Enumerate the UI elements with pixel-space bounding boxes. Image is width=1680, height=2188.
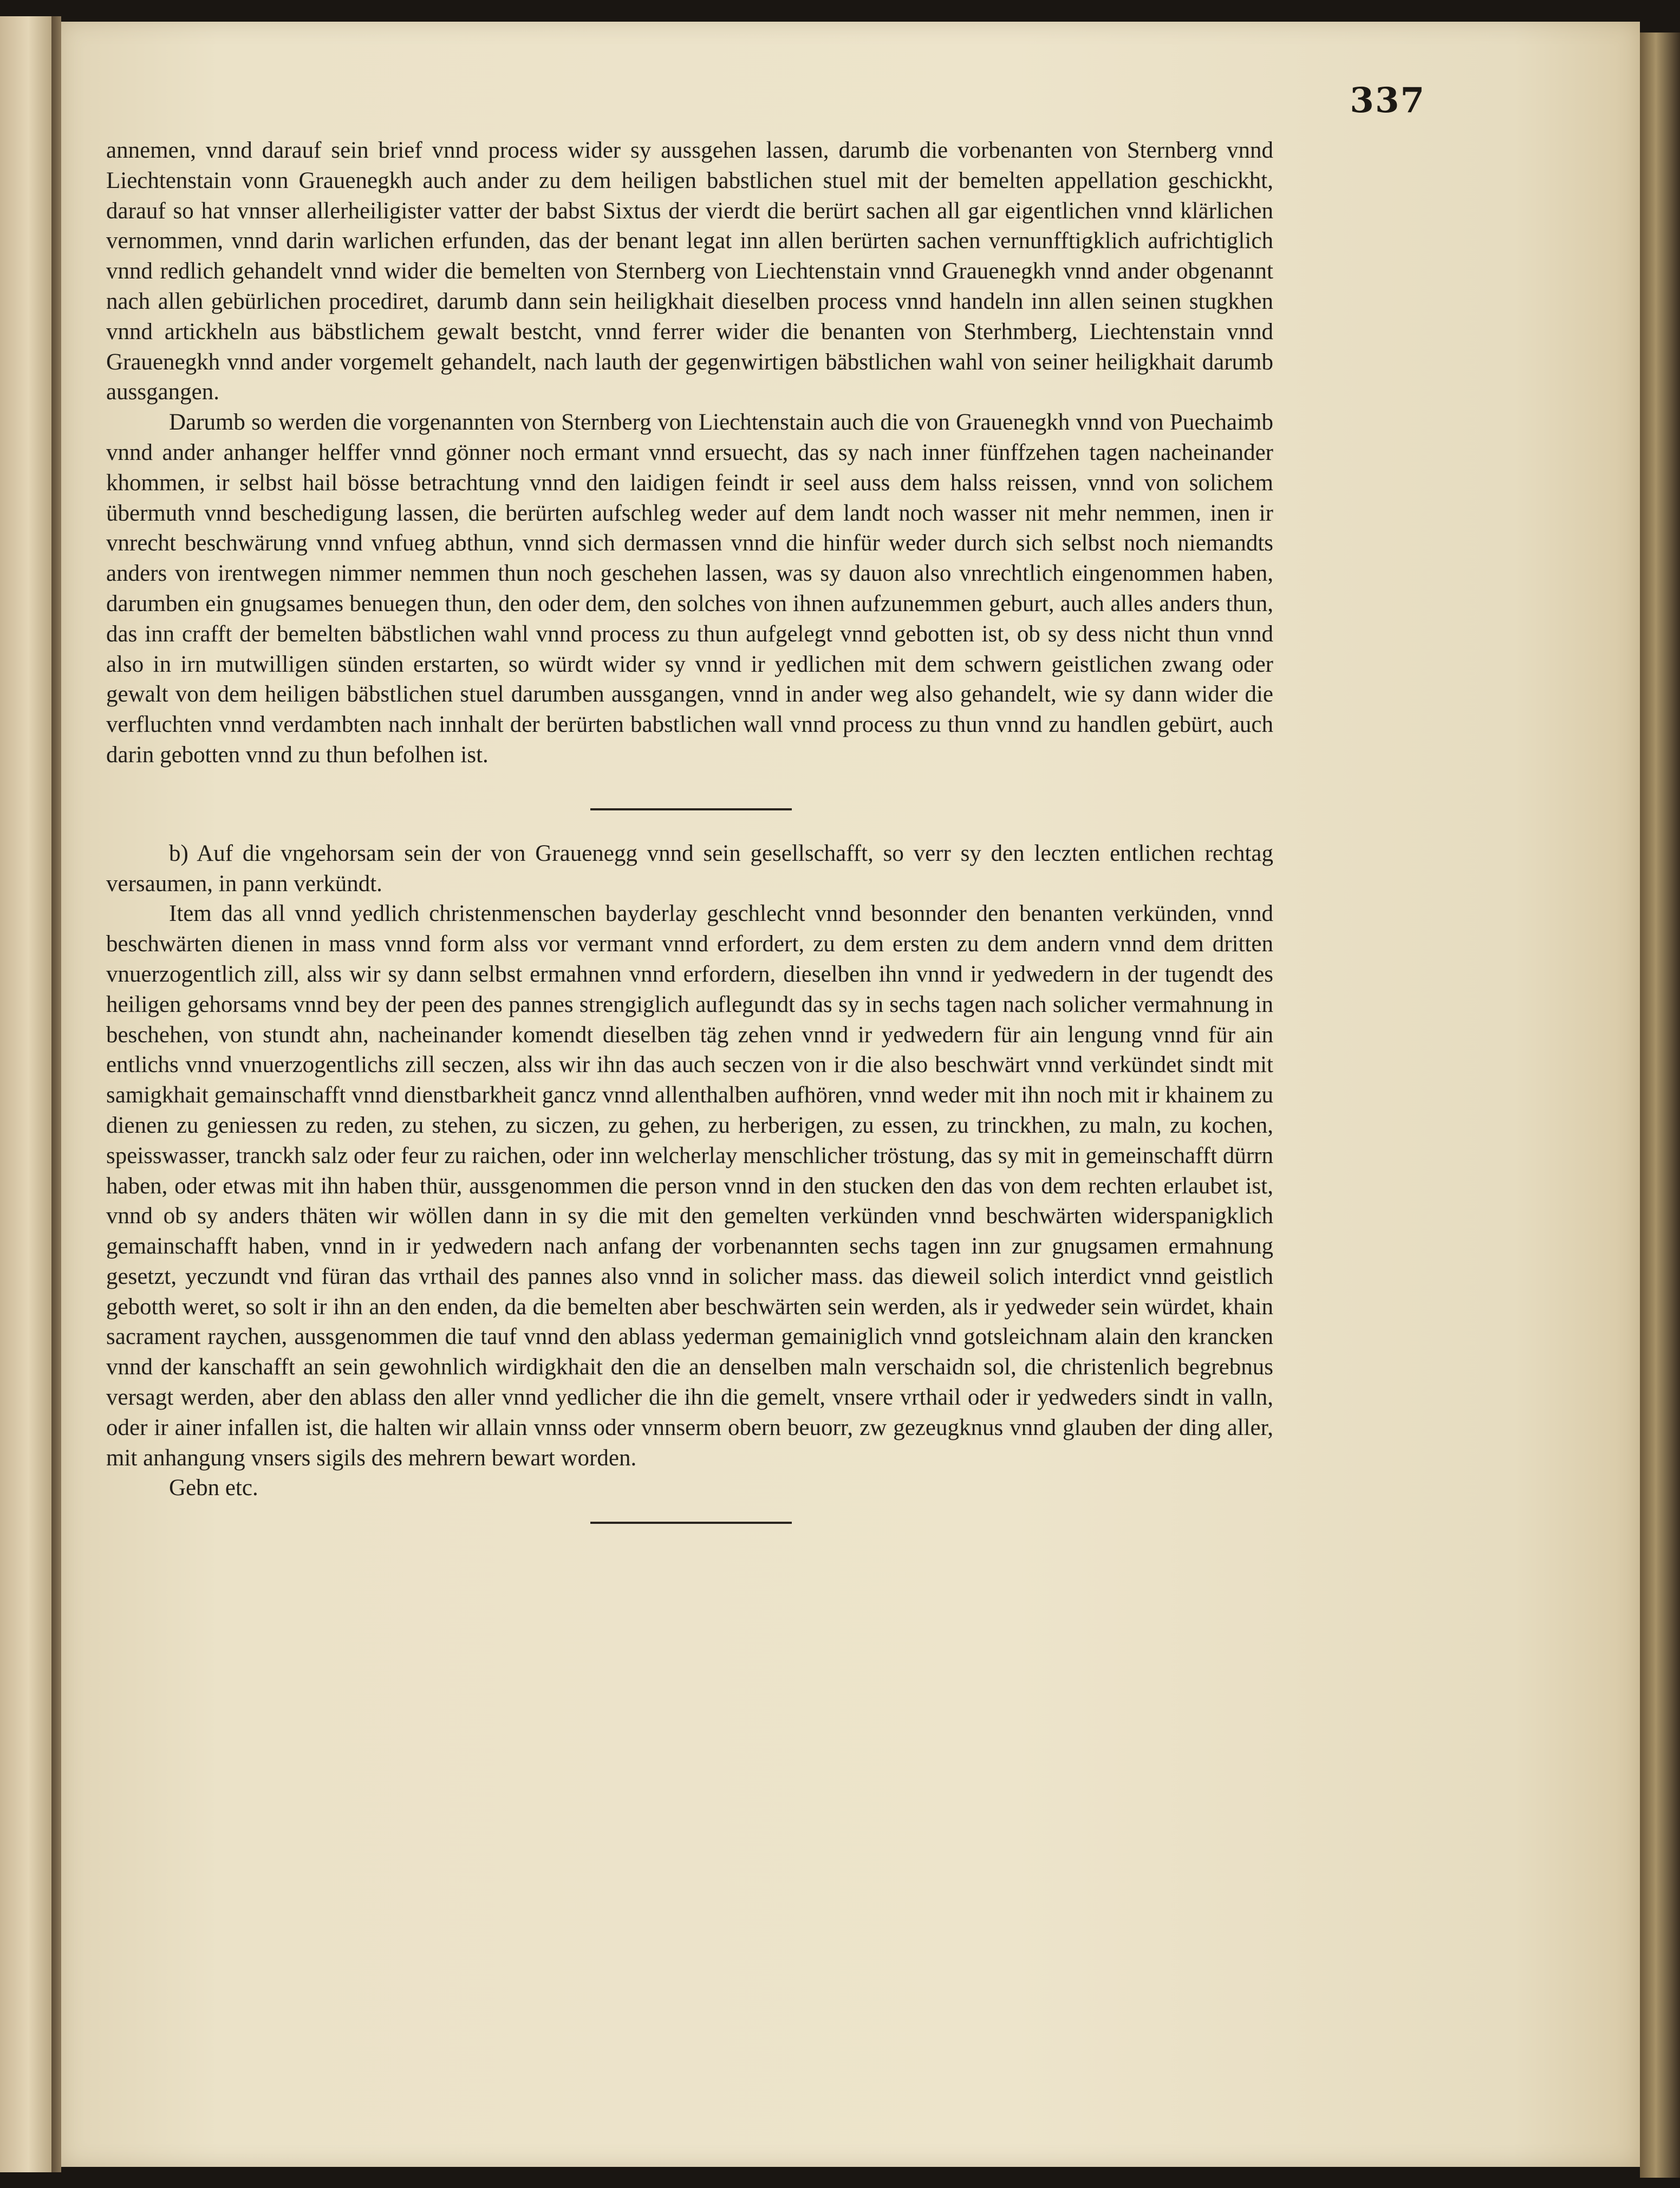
end-divider <box>590 1522 792 1524</box>
section-heading-b: b) Auf die vngehorsam sein der von Grauenegg vnnd sein gesellschafft, so verr sy den leczten entlichen rechtag versaumen, in pann verkündt. <box>106 840 1273 897</box>
closing-formula: Gebn etc. <box>169 1475 258 1501</box>
page-number: 337 <box>1350 80 1425 121</box>
paragraph-darumb: Darumb so werden die vorgenannten von Sternberg von Liechtenstain auch die von Grauenegkh vnnd von Puechaimb vnnd ander anhanger helffer vnnd gönner noch ermant vnnd ersuecht, das sy nach inner fünffzehen tagen nacheinander khommen, ir selbst hail bösse betrachtung vnnd den laidigen feindt ir seel auss dem halss reissen, vnnd von solichem übermuth vnnd beschedigung lassen, die berürten aufschleg weder auf dem landt noch wasser nit mehr nemmen, inen ir vnrecht beschwärung vnnd vnfueg abthun, vnnd sich dermassen vnnd die hinfür weder durch sich selbst noch niemandts anders von irentwegen nimmer nemmen thun noch geschehen lassen, was sy dauon also vnrechtlich eingenommen haben, darumben ein gnugsames benuegen thun, den oder dem, den solches von ihnen aufzunemmen geburt, auch alles anders thun, das inn crafft der bemelten bäbstlichen wahl vnnd process zu thun aufgelegt vnnd gebotten ist, ob sy dess nicht thun vnnd also in irn mutwilligen sünden erstarten, so würdt wider sy vnnd ir yedlichen mit dem schwern geistlichen zwang oder gewalt von dem heiligen bäbstlichen stuel darumben aussgangen, vnnd in ander weg also gehandelt, wie sy dann wider die verfluchten vnnd verdambten nach innhalt der berürten babstlichen wall vnnd process zu thun vnnd zu handlen gebürt, auch darin gebotten vnnd zu thun befolhen ist. <box>106 410 1273 768</box>
facing-page-edge <box>0 16 51 2172</box>
body-text <box>106 135 1273 1524</box>
paragraph-item: Item das all vnnd yedlich christenmenschen bayderlay geschlecht vnnd besonnder den benanten verkünden, vnnd beschwärten dienen in mass vnnd form alss vor vermant vnnd erfordert, zu dem ersten zu dem andern vnnd dem dritten vnuerzogentlich zill, alss wir sy dann selbst ermahnen vnnd erfordern, dieselben ihn vnnd ir yedwedern in der tugendt des heiligen gehorsams vnnd bey der peen des pannes strengiglich auflegundt das sy in sechs tagen nach solicher vermahnung in beschehen, von stundt ahn, nacheinander komendt dieselben täg zehen vnnd ir yedwedern für ain lengung vnnd für ain entlichs vnnd vnuerzogentlichs zill seczen, alss wir ihn das auch seczen von ir die also beschwärt vnnd verkündet sindt mit samigkhait gemainschafft vnnd dienstbarkheit gancz vnnd allenthalben aufhören, vnnd weder mit ihn noch mit ir khainem zu dienen zu geniessen zu reden, zu stehen, zu siczen, zu gehen, zu herberigen, zu essen, zu trinckhen, zu maln, zu kochen, speisswasser, tranckh salz oder feur zu raichen, oder inn welcherlay menschlicher tröstung, das sy mit in gemeinschafft dürrn haben, oder etwas mit ihn haben thür, aussgenommen die person vnnd in den stucken den das von dem rechten erlaubet ist, vnnd ob sy anders thäten wir wöllen dann in sy die mit den gemelten verkünden vnnd beschwärten widerspanigklich gemainschafft haben, vnnd in ir yedwedern nach anfang der vorbenannten sechs tagen inn zur gnugsamen ermahnung gesetzt, yeczundt vnd füran das vrthail des pannes also vnnd in solicher mass. das dieweil solich interdict vnnd geistlich gebotth weret, so solt ir ihn an den enden, da die bemelten aber beschwärten sein werden, als ir yedweder sein würdet, khain sacrament raychen, aussgenommen die tauf vnnd den ablass yederman gemainiglich vnnd gotsleichnam alain den krancken vnnd der kanschafft an sein gewohnlich wirdigkhait den die an denselben maln verschaidn sol, die christenlich begrebnus versagt werden, aber den ablass den aller vnnd yedlicher die ihn die gemelt, vnsere vrthail oder ir yedweders sindt in valln, oder ir ainer infallen ist, die halten wir allain vnnss oder vnnserm obern beuorr, zw gezeugknus vnnd glauben der ding aller, mit anhangung vnsers sigils des mehrern bewart worden. <box>106 901 1273 1471</box>
section-divider <box>590 808 792 810</box>
paragraph-continuation: annemen, vnnd darauf sein brief vnnd process wider sy aussgehen lassen, darumb die vorbenanten von Sternberg vnnd Liechtenstain vonn Grauenegkh auch ander zu dem heiligen babstlichen stuel mit der bemelten appellation geschickht, darauf so hat vnnser allerheiligister vatter der babst Sixtus der vierdt die berürt sachen all gar eigentlichen vnnd klärlichen vernommen, vnnd darin warlichen erfunden, das der benant legat inn allen berürten sachen vernunfftigklich aufrichtiglich vnnd redlich gehandelt vnnd wider die bemelten von Sternberg von Liechtenstain vnnd Grauenegkh vnnd ander obgenannt nach allen gebürlichen procediret, darumb dann sein heiligkhait dieselben process vnnd handeln inn allen seinen stugkhen vnnd artickheln aus bäbstlichem gewalt bestcht, vnnd ferrer wider die benanten von Sterhmberg, Liechtenstain vnnd Grauenegkh vnnd ander vorgemelt gehandelt, nach lauth der gegenwirtigen bäbstlichen wahl von seiner heiligkhait darumb aussgangen. <box>106 138 1273 405</box>
book-gutter <box>51 16 61 2172</box>
page-stack-edge <box>1640 33 1680 2178</box>
